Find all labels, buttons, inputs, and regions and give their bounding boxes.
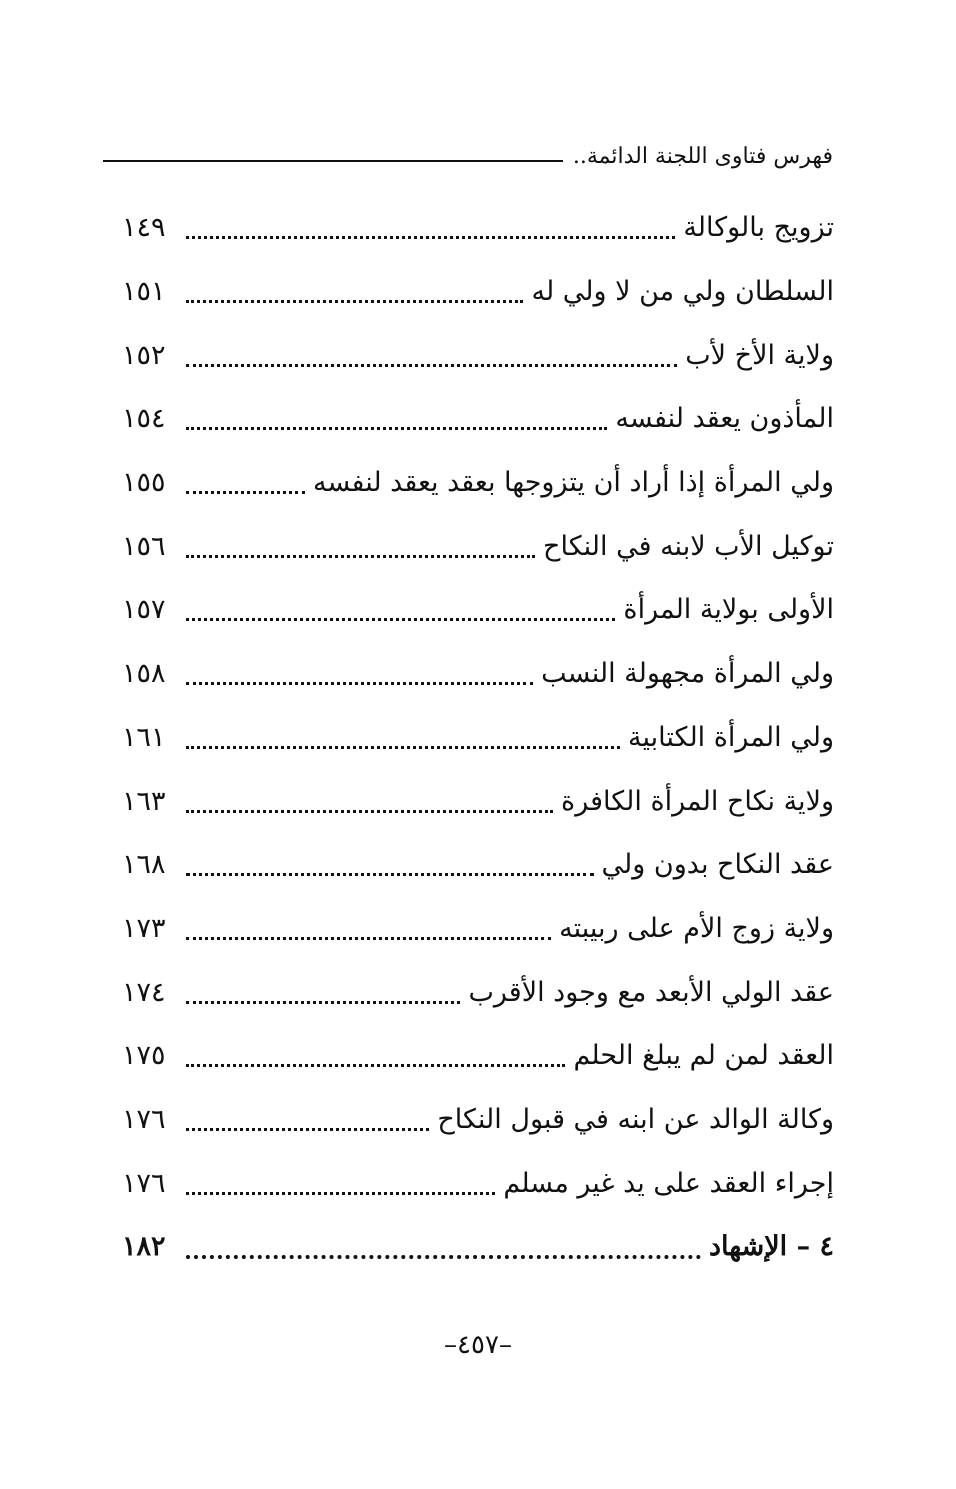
- toc-dot-leader: [186, 300, 523, 303]
- toc-entry-page: ١٨٢: [122, 1231, 166, 1263]
- toc-entry: [122, 514, 834, 578]
- toc-entry: [122, 1151, 834, 1215]
- toc-entry-page: ١٥١: [122, 276, 166, 308]
- toc-entry: [122, 387, 834, 451]
- toc-entry-page: ١٤٩: [122, 212, 166, 244]
- toc-dot-leader: [186, 682, 533, 685]
- toc-entry: [122, 578, 834, 642]
- toc-dot-leader: [186, 937, 551, 940]
- toc-entry: [122, 642, 834, 706]
- toc-dot-leader: [186, 1255, 701, 1259]
- toc-entry-page: ١٦١: [122, 721, 166, 753]
- table-of-contents: [122, 196, 834, 1279]
- toc-entry-title: وكالة الوالد عن ابنه في قبول النكاح: [437, 1103, 834, 1135]
- toc-entry: [122, 769, 834, 833]
- toc-entry-title: ولي المرأة الكتابية: [628, 721, 834, 753]
- running-header: [103, 128, 833, 168]
- toc-entry-page: ١٥٢: [122, 339, 166, 371]
- toc-entry-title: الأولى بولاية المرأة: [623, 594, 834, 626]
- toc-dot-leader: [186, 1001, 460, 1004]
- toc-entry: [122, 323, 834, 387]
- toc-entry: [122, 260, 834, 324]
- toc-entry: [122, 897, 834, 961]
- toc-entry-page: ١٥٨: [122, 658, 166, 690]
- toc-entry: [122, 706, 834, 770]
- toc-dot-leader: [186, 1192, 495, 1195]
- toc-entry-title: السلطان ولي من لا ولي له: [531, 276, 834, 308]
- toc-entry-page: ١٥٧: [122, 594, 166, 626]
- toc-entry-page: ١٧٤: [122, 976, 166, 1008]
- toc-entry: [122, 1024, 834, 1088]
- toc-dot-leader: [186, 746, 620, 749]
- toc-dot-leader: [186, 810, 553, 813]
- toc-entry-title: ولاية نكاح المرأة الكافرة: [561, 785, 834, 817]
- toc-dot-leader: [186, 236, 675, 239]
- toc-dot-leader: [186, 427, 607, 430]
- toc-entry-page: ١٧٦: [122, 1167, 166, 1199]
- toc-entry-page: ١٧٦: [122, 1103, 166, 1135]
- toc-entry: [122, 1088, 834, 1152]
- toc-entry-title: ولاية زوج الأم على ربيبته: [559, 912, 834, 944]
- toc-dot-leader: [186, 1128, 429, 1131]
- toc-entry-page: ١٧٣: [122, 912, 166, 944]
- toc-entry-title: عقد الولي الأبعد مع وجود الأقرب: [468, 976, 834, 1008]
- toc-dot-leader: [186, 555, 535, 558]
- toc-entry-page: ١٦٨: [122, 849, 166, 881]
- toc-entry-title: العقد لمن لم يبلغ الحلم: [573, 1040, 834, 1072]
- toc-dot-leader: [186, 873, 594, 876]
- toc-entry-title: ولي المرأة إذا أراد أن يتزوجها بعقد يعقد لنفسه: [312, 467, 834, 499]
- toc-entry-title: ٤ – الإشهاد: [708, 1231, 834, 1263]
- toc-dot-leader: [186, 364, 677, 367]
- toc-entry-title: إجراء العقد على يد غير مسلم: [503, 1167, 834, 1199]
- toc-entry-title: تزويج بالوكالة: [683, 212, 834, 244]
- header-title: فهرس فتاوى اللجنة الدائمة..: [572, 144, 833, 169]
- toc-entry-page: ١٥٦: [122, 530, 166, 562]
- toc-entry-title: ولي المرأة مجهولة النسب: [541, 658, 834, 690]
- toc-entry-page: ١٥٤: [122, 403, 166, 435]
- toc-entry: [122, 196, 834, 260]
- toc-entry: [122, 1215, 834, 1279]
- page-number: –٤٥٧–: [444, 1330, 512, 1360]
- toc-dot-leader: [186, 618, 615, 621]
- toc-entry-page: ١٦٣: [122, 785, 166, 817]
- toc-dot-leader: [186, 491, 305, 494]
- toc-entry: [122, 451, 834, 515]
- toc-entry: [122, 833, 834, 897]
- toc-dot-leader: [186, 1064, 565, 1067]
- toc-entry: [122, 960, 834, 1024]
- header-rule: [103, 160, 563, 162]
- toc-entry-title: توكيل الأب لابنه في النكاح: [543, 530, 834, 562]
- toc-entry-title: ولاية الأخ لأب: [685, 339, 834, 371]
- toc-entry-title: المأذون يعقد لنفسه: [615, 403, 834, 435]
- toc-entry-page: ١٧٥: [122, 1040, 166, 1072]
- toc-entry-page: ١٥٥: [122, 467, 166, 499]
- toc-entry-title: عقد النكاح بدون ولي: [601, 849, 834, 881]
